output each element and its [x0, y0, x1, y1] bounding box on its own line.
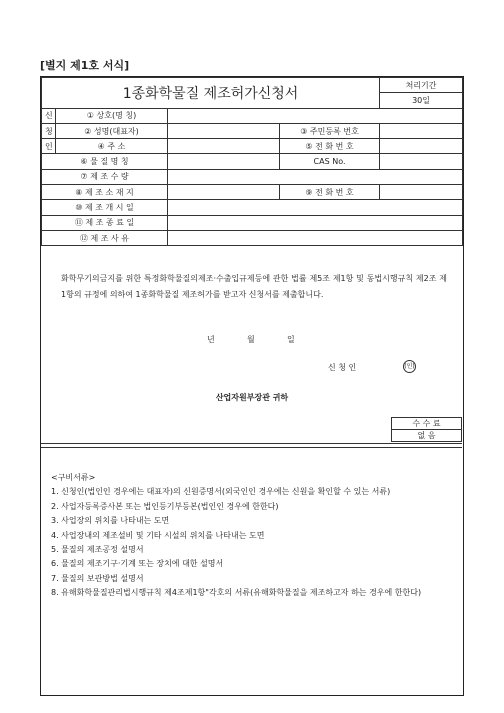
address-label: ④ 주 소	[56, 139, 168, 154]
date-day: 일	[287, 335, 295, 344]
quantity-field[interactable]	[168, 169, 463, 184]
fee-label: 수 수 료	[392, 418, 462, 430]
reason-label: ⑫ 제 조 사 유	[42, 230, 168, 245]
start-date-label: ⑩ 제 조 개 시 일	[42, 200, 168, 215]
substance-name-label: ⑥ 물 질 명 칭	[42, 154, 168, 169]
processing-period-value: 30일	[380, 93, 463, 108]
form-table	[41, 77, 463, 246]
site-phone-label: ⑨ 전 화 번 호	[280, 185, 380, 200]
list-item: 6. 물질의 제조기구·기계 또는 장치에 대한 설명서	[51, 559, 224, 569]
phone-field[interactable]	[380, 139, 463, 154]
processing-period-label: 처리기간	[380, 78, 463, 93]
trade-name-label: ① 상호(명 칭)	[56, 108, 168, 123]
phone-label: ⑤ 전 화 번 호	[280, 139, 380, 154]
form-title: 1종화학물질 제조허가신청서	[42, 78, 380, 109]
start-date-field[interactable]	[168, 200, 463, 215]
site-phone-field[interactable]	[380, 185, 463, 200]
applicant-side-label: 신	[42, 108, 56, 123]
date-year: 년	[207, 335, 215, 344]
representative-label: ② 성명(대표자)	[56, 123, 168, 138]
resident-number-field[interactable]	[380, 123, 463, 138]
list-item: 8. 유해화학물질관리법시행규칙 제4조제1항"각호의 서류(유해화학물질을 제조하고자 하는 경우에 한한다)	[51, 588, 422, 598]
applicant-signature-label: 신 청 인	[328, 363, 357, 372]
date-month: 월	[247, 335, 255, 344]
address-field[interactable]	[168, 139, 280, 154]
section-divider	[41, 443, 462, 444]
reason-field[interactable]	[168, 230, 463, 245]
required-documents-heading: <구비서류>	[51, 473, 96, 482]
list-item: 4. 사업장내의 제조설비 및 기타 시설의 위치를 나타내는 도면	[51, 530, 265, 540]
applicant-side-label: 인	[42, 139, 56, 154]
cas-no-label: CAS No.	[280, 154, 380, 169]
site-field[interactable]	[168, 185, 280, 200]
section-divider	[41, 447, 462, 448]
cas-no-field[interactable]	[380, 154, 463, 169]
list-item: 5. 물질의 제조공정 설명서	[51, 545, 144, 555]
substance-name-field[interactable]	[168, 154, 280, 169]
form-number-label: [별지 제1호 서식]	[40, 59, 130, 72]
site-label: ⑧ 제 조 소 재 지	[42, 185, 168, 200]
representative-field[interactable]	[168, 123, 280, 138]
fee-value: 없 음	[392, 430, 462, 442]
required-documents	[51, 471, 455, 601]
list-item: 3. 사업장의 위치를 나타내는 도면	[51, 516, 170, 526]
addressee: 산업자원부장관 귀하	[215, 393, 289, 402]
quantity-label: ⑦ 제 조 수 량	[42, 169, 168, 184]
trade-name-field[interactable]	[168, 108, 463, 123]
resident-number-label: ③ 주민등록 번호	[280, 123, 380, 138]
end-date-field[interactable]	[168, 215, 463, 230]
end-date-label: ⑪ 제 조 종 료 일	[42, 215, 168, 230]
applicant-side-label: 청	[42, 123, 56, 138]
fee-box	[391, 417, 462, 442]
declaration-text: 화학무기의금지를 위한 특정화학물질의제조·수출입규제등에 관한 법률 제5조 제1항 및 동법시행규칙 제2조 제1항의 규정에 의하여 1종화학물질 제조허가를 받고자 신청서를 제출합니다.	[61, 274, 447, 299]
list-item: 1. 신청인(법인인 경우에는 대표자)의 신원증명서(외국인인 경우에는 신원을 확인할 수 있는 서류)	[51, 487, 391, 497]
list-item: 7. 물질의 보관방법 설명서	[51, 573, 144, 583]
application-form	[40, 76, 464, 696]
list-item: 2. 사업자등록증사본 또는 법인등기부등본(법인인 경우에 한한다)	[51, 501, 279, 511]
seal-mark: (인)	[403, 360, 416, 373]
